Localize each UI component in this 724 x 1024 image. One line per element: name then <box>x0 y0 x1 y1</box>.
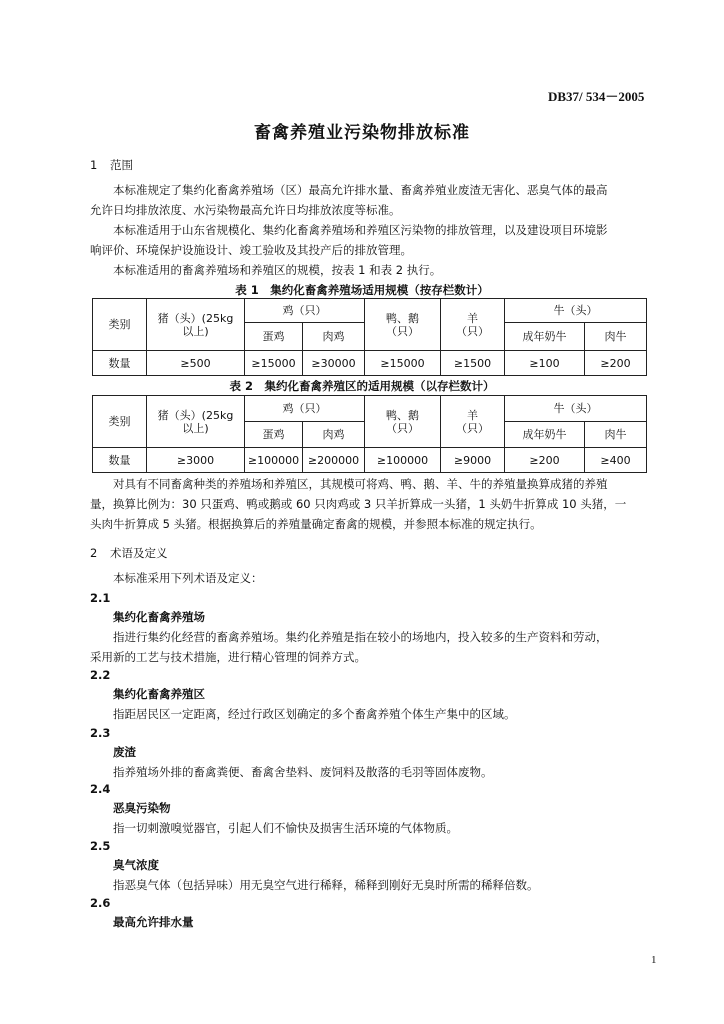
header-chicken: 鸡（只） <box>245 396 365 422</box>
cell-duck-goose: ≥15000 <box>365 351 441 376</box>
header-dairy-cow: 成年奶牛 <box>505 323 585 351</box>
cell-sheep: ≥1500 <box>441 351 505 376</box>
cell-sheep: ≥9000 <box>441 448 505 473</box>
document-number: DB37/ 534－2005 <box>548 89 645 104</box>
section-intro: 本标准采用下列术语及定义： <box>113 571 263 585</box>
cell-duck-goose: ≥100000 <box>365 448 441 473</box>
page-title: 畜禽养殖业污染物排放标准 <box>254 123 470 143</box>
page-number: 1 <box>651 954 657 966</box>
header-beef-cattle: 肉牛 <box>585 323 647 351</box>
term-heading: 集约化畜禽养殖区 <box>113 687 205 701</box>
definition-line: 指恶臭气体（包括异味）用无臭空气进行稀释，稀释到刚好无臭时所需的稀释倍数。 <box>113 878 539 892</box>
cell-pig: ≥500 <box>147 351 245 376</box>
cell-pig: ≥3000 <box>147 448 245 473</box>
header-sheep-line2: （只） <box>456 421 489 435</box>
definition-line: 采用新的工艺与技术措施，进行精心管理的饲养方式。 <box>90 650 366 664</box>
header-beef-cattle: 肉牛 <box>585 422 647 448</box>
header-sheep-line2: （只） <box>456 324 489 338</box>
header-category: 类别 <box>93 299 147 351</box>
term-heading: 臭气浓度 <box>113 858 159 872</box>
header-category: 类别 <box>93 396 147 448</box>
header-duck-line1: 鸭、鹅 <box>386 311 419 325</box>
header-broiler: 肉鸡 <box>303 323 365 351</box>
term-heading: 最高允许排水量 <box>113 915 194 929</box>
table-2-caption: 表 2 集约化畜禽养殖区的适用规模（以存栏数计） <box>229 379 495 393</box>
subsection-number: 2.6 <box>90 896 111 910</box>
definition-line: 指进行集约化经营的畜禽养殖场。集约化养殖是指在较小的场地内，投入较多的生产资料和劳动， <box>113 630 608 644</box>
paragraph-line: 本标准适用于山东省规模化、集约化畜禽养殖场和养殖区污染物的排放管理，以及建设项目环境影 <box>113 223 608 237</box>
cell-beef-cattle: ≥200 <box>585 351 647 376</box>
subsection-number: 2.3 <box>90 726 111 740</box>
subsection-number: 2.4 <box>90 782 111 796</box>
subsection-number: 2.2 <box>90 668 111 682</box>
section-title: 范围 <box>110 158 133 172</box>
paragraph-line: 响评价、环境保护设施设计、竣工验收及其投产后的排放管理。 <box>90 243 412 257</box>
paragraph-line: 允许日均排放浓度、水污染物最高允许日均排放浓度等标准。 <box>90 203 401 217</box>
header-duck-line2: （只） <box>386 324 419 338</box>
row-label-quantity: 数量 <box>93 351 147 376</box>
header-cattle: 牛（头） <box>505 299 647 323</box>
paragraph-line: 量，换算比例为：30 只蛋鸡、鸭或鹅或 60 只肉鸡或 3 只羊折算成一头猪，1 头奶牛折算成 10 头猪，一 <box>90 497 627 511</box>
term-heading: 集约化畜禽养殖场 <box>113 610 205 624</box>
cell-dairy-cow: ≥100 <box>505 351 585 376</box>
table-2 <box>92 395 647 473</box>
definition-line: 指距居民区一定距离，经过行政区划确定的多个畜禽养殖个体生产集中的区域。 <box>113 707 516 721</box>
term-heading: 恶臭污染物 <box>113 801 171 815</box>
header-duck-line2: （只） <box>386 421 419 435</box>
definition-line: 指一切刺激嗅觉器官，引起人们不愉快及损害生活环境的气体物质。 <box>113 821 458 835</box>
subsection-number: 2.5 <box>90 839 111 853</box>
cell-dairy-cow: ≥200 <box>505 448 585 473</box>
header-sheep <box>441 299 505 351</box>
section-number: 1 <box>90 158 98 172</box>
cell-egg-chicken: ≥15000 <box>245 351 303 376</box>
term-heading: 废渣 <box>113 745 136 759</box>
cell-broiler: ≥200000 <box>303 448 365 473</box>
paragraph-line: 本标准规定了集约化畜禽养殖场（区）最高允许排水量、畜禽养殖业废渣无害化、恶臭气体的最高 <box>113 183 608 197</box>
table-1-caption: 表 1 集约化畜禽养殖场适用规模（按存栏数计） <box>235 283 489 297</box>
definition-line: 指养殖场外排的畜禽粪便、畜禽舍垫料、废饲料及散落的毛羽等固体废物。 <box>113 765 493 779</box>
section-title: 术语及定义 <box>110 546 168 560</box>
table-1 <box>92 298 647 376</box>
section-number: 2 <box>90 546 98 560</box>
paragraph-line: 对具有不同畜禽种类的养殖场和养殖区，其规模可将鸡、鸭、鹅、羊、牛的养殖量换算成猪的养殖 <box>113 477 608 491</box>
subsection-number: 2.1 <box>90 591 111 605</box>
header-duck-goose <box>365 396 441 448</box>
cell-egg-chicken: ≥100000 <box>245 448 303 473</box>
cell-broiler: ≥30000 <box>303 351 365 376</box>
header-dairy-cow: 成年奶牛 <box>505 422 585 448</box>
row-label-quantity: 数量 <box>93 448 147 473</box>
header-sheep-line1: 羊 <box>467 311 478 325</box>
paragraph-line: 头肉牛折算成 5 头猪。根据换算后的养殖量确定畜禽的规模，并参照本标准的规定执行。 <box>90 517 542 531</box>
header-pig-line2: 以上) <box>182 421 209 435</box>
section-2-heading <box>90 545 168 561</box>
header-pig-line1: 猪（头）(25kg <box>157 311 234 325</box>
header-duck-line1: 鸭、鹅 <box>386 408 419 422</box>
header-duck-goose <box>365 299 441 351</box>
header-pig <box>147 396 245 448</box>
header-broiler: 肉鸡 <box>303 422 365 448</box>
paragraph-line: 本标准适用的畜禽养殖场和养殖区的规模，按表 1 和表 2 执行。 <box>113 263 442 277</box>
header-egg-chicken: 蛋鸡 <box>245 422 303 448</box>
section-1-heading <box>90 157 133 173</box>
header-pig-line2: 以上) <box>182 324 209 338</box>
header-cattle: 牛（头） <box>505 396 647 422</box>
header-sheep <box>441 396 505 448</box>
header-pig-line1: 猪（头）(25kg <box>157 408 234 422</box>
header-sheep-line1: 羊 <box>467 408 478 422</box>
cell-beef-cattle: ≥400 <box>585 448 647 473</box>
header-pig <box>147 299 245 351</box>
header-chicken: 鸡（只） <box>245 299 365 323</box>
header-egg-chicken: 蛋鸡 <box>245 323 303 351</box>
